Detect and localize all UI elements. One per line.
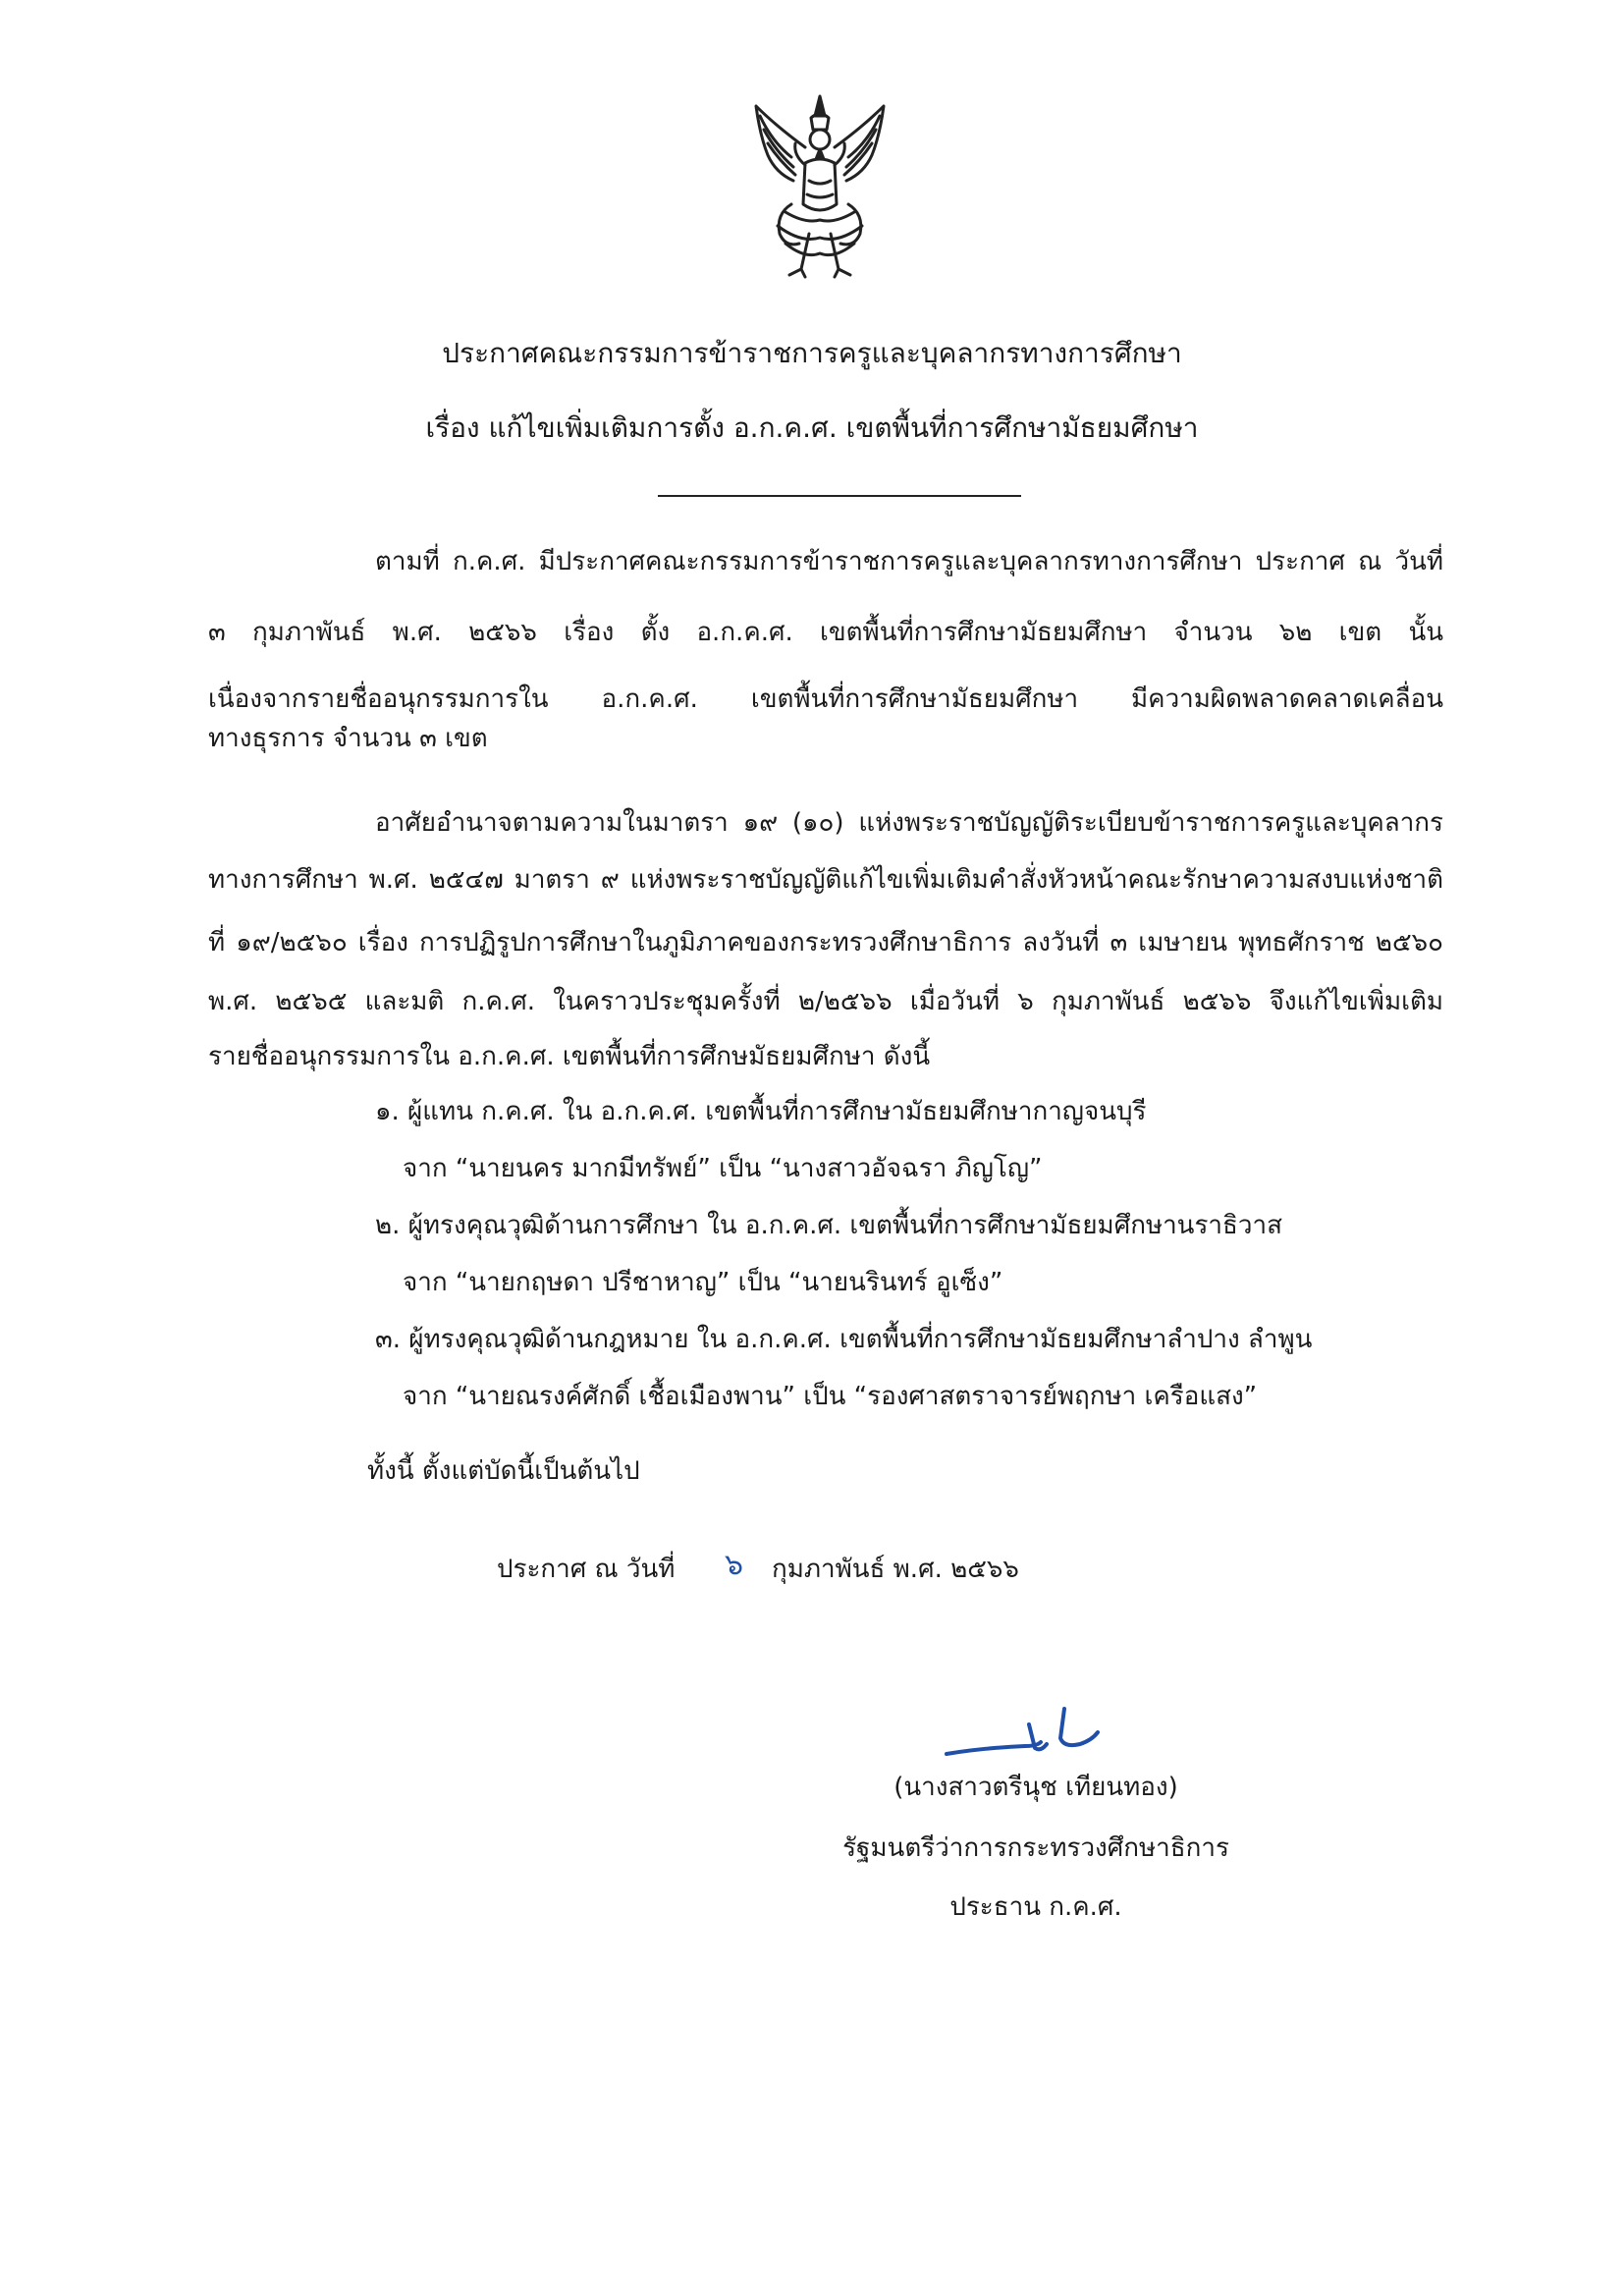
- title-divider: [658, 495, 1021, 497]
- list-item-1-heading: ๑. ผู้แทน ก.ค.ศ. ใน อ.ก.ค.ศ. เขตพื้นที่การศึกษามัธยมศึกษากาญจนบุรี: [375, 1097, 1147, 1126]
- effective-statement: ทั้งนี้ ตั้งแต่บัดนี้เป็นต้นไป: [367, 1456, 640, 1486]
- paragraph-1-line-2: ๓ กุมภาพันธ์ พ.ศ. ๒๕๖๖ เรื่อง ตั้ง อ.ก.ค.ศ. เขตพื้นที่การศึกษามัธยมศึกษา จำนวน ๖๒ เขต นั้น: [208, 618, 1443, 647]
- list-item-2-change: จาก “นายกฤษดา ปรีชาหาญ” เป็น “นายนรินทร์ อูเซ็ง”: [403, 1268, 1003, 1297]
- document-subject: เรื่อง แก้ไขเพิ่มเติมการตั้ง อ.ก.ค.ศ. เขตพื้นที่การศึกษามัธยมศึกษา: [425, 411, 1199, 444]
- paragraph-2-line-3: ที่ ๑๙/๒๕๖๐ เรื่อง การปฏิรูปการศึกษาในภูมิภาคของกระทรวงศึกษาธิการ ลงวันที่ ๓ เมษายน พุทธศักราช ๒๕๖๐: [208, 928, 1443, 957]
- list-item-2-heading: ๒. ผู้ทรงคุณวุฒิด้านการศึกษา ใน อ.ก.ค.ศ. เขตพื้นที่การศึกษามัธยมศึกษานราธิวาส: [375, 1211, 1282, 1240]
- paragraph-2-line-1: อาศัยอำนาจตามความในมาตรา ๑๙ (๑๐) แห่งพระราชบัญญัติระเบียบข้าราชการครูและบุคลากร: [375, 808, 1443, 838]
- paragraph-2-line-4: พ.ศ. ๒๕๖๕ และมติ ก.ค.ศ. ในคราวประชุมครั้งที่ ๒/๒๕๖๖ เมื่อวันที่ ๖ กุมภาพันธ์ ๒๕๖๖ จึงแก้ไขเพิ่มเติม: [208, 987, 1443, 1016]
- list-item-3-heading: ๓. ผู้ทรงคุณวุฒิด้านกฎหมาย ใน อ.ก.ค.ศ. เขตพื้นที่การศึกษามัธยมศึกษาลำปาง ลำพูน: [375, 1325, 1313, 1354]
- list-item-1-change: จาก “นายนคร มากมีทรัพย์” เป็น “นางสาวอัจฉรา ภิญโญ”: [403, 1154, 1043, 1183]
- signatory-position: รัฐมนตรีว่าการกระทรวงศึกษาธิการ: [842, 1833, 1229, 1863]
- document-title: ประกาศคณะกรรมการข้าราชการครูและบุคลากรทางการศึกษา: [442, 337, 1182, 369]
- handwritten-signature: [943, 1699, 1119, 1768]
- announcement-date-prefix: ประกาศ ณ วันที่: [497, 1555, 676, 1584]
- paragraph-1-line-3: เนื่องจากรายชื่ออนุกรรมการใน อ.ก.ค.ศ. เขตพื้นที่การศึกษามัธยมศึกษา มีความผิดพลาดคลาดเคลื่อน: [208, 684, 1443, 714]
- paragraph-1-line-1: ตามที่ ก.ค.ศ. มีประกาศคณะกรรมการข้าราชการครูและบุคลากรทางการศึกษา ประกาศ ณ วันที่: [375, 547, 1443, 576]
- paragraph-2-line-2: ทางการศึกษา พ.ศ. ๒๕๔๗ มาตรา ๙ แห่งพระราชบัญญัติแก้ไขเพิ่มเติมคำสั่งหัวหน้าคณะรักษาความสงบแห่งชาติ: [208, 865, 1443, 895]
- garuda-emblem-icon: [746, 86, 893, 283]
- announcement-date-suffix: กุมภาพันธ์ พ.ศ. ๒๕๖๖: [772, 1555, 1019, 1584]
- signatory-name: (นางสาวตรีนุช เทียนทอง): [893, 1773, 1178, 1802]
- paragraph-2-line-5: รายชื่ออนุกรรมการใน อ.ก.ค.ศ. เขตพื้นที่การศึกษมัธยมศึกษา ดังนี้: [208, 1042, 931, 1071]
- signatory-role: ประธาน ก.ค.ศ.: [949, 1892, 1122, 1922]
- announcement-day: ๖: [725, 1548, 744, 1582]
- paragraph-1-line-4: ทางธุรการ จำนวน ๓ เขต: [208, 724, 488, 753]
- list-item-3-change: จาก “นายณรงค์ศักดิ์ เชื้อเมืองพาน” เป็น “รองศาสตราจารย์พฤกษา เครือแสง”: [403, 1382, 1258, 1411]
